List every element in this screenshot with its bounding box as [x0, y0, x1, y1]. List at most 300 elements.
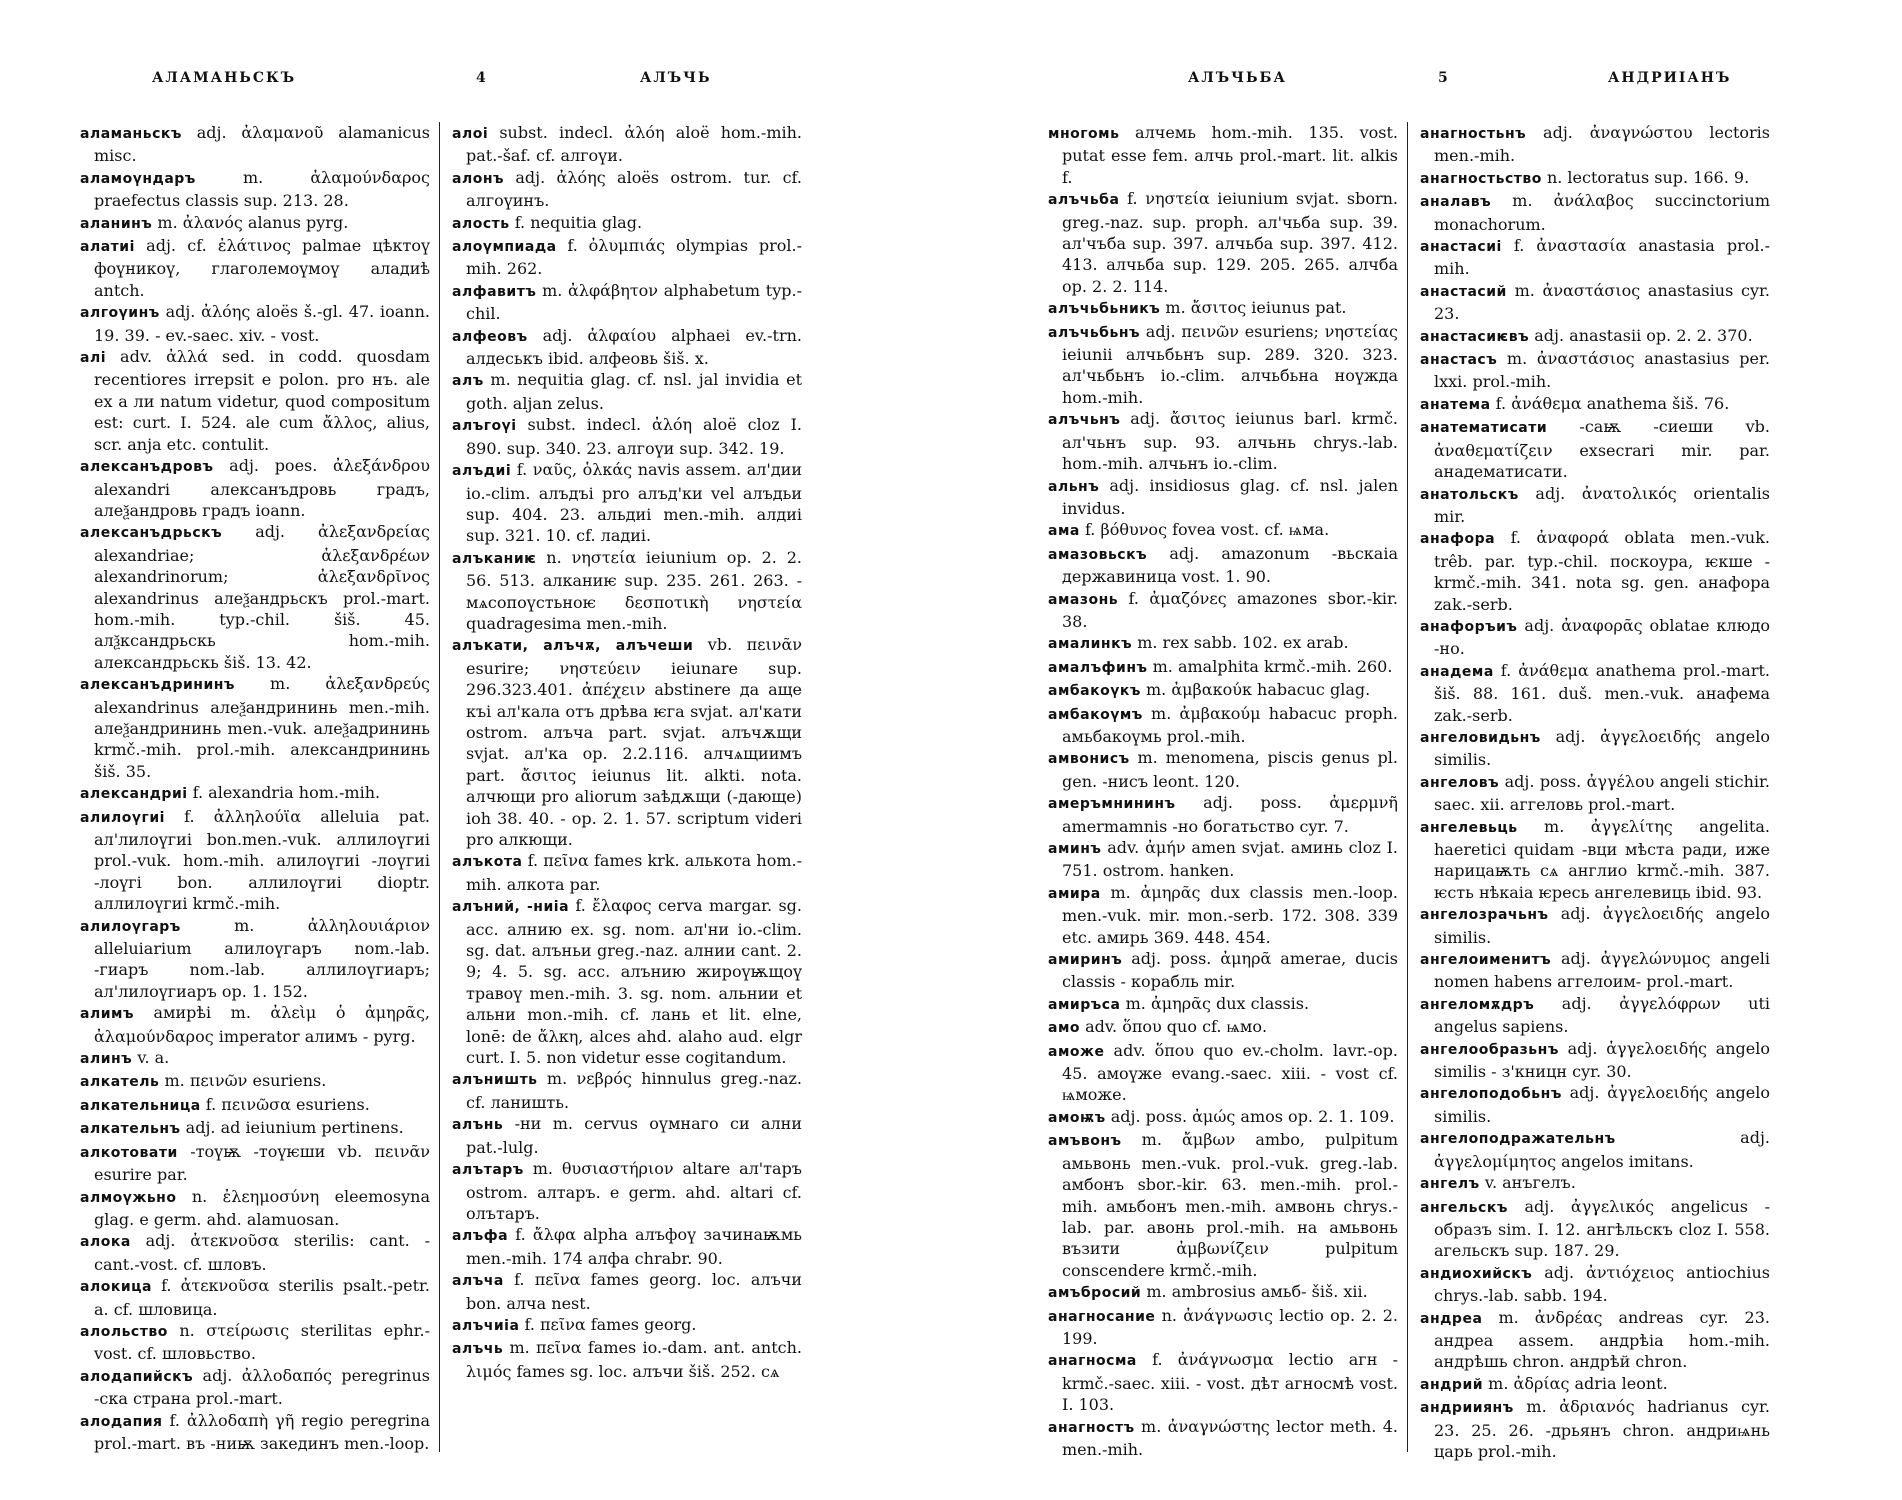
dictionary-entry	[1420, 1082, 1770, 1127]
entry-definition: m. πεῖνα fames io.-dam. ant. antch. λιμός fames sg. loc. алъчи šiš. 252. сѧ	[466, 1338, 802, 1381]
entry-headword: ангеловидьнъ	[1420, 729, 1541, 746]
entry-headword: анастасиѥвъ	[1420, 328, 1530, 345]
entry-headword: алъчьнъ	[1048, 412, 1121, 429]
entry-headword: анагностьнъ	[1420, 126, 1527, 142]
dictionary-entry	[452, 547, 802, 635]
dictionary-entry	[1420, 948, 1770, 993]
entry-definition: m. ἀμηρᾶς dux classis.	[1125, 993, 1310, 1013]
entry-headword: алъдиі	[452, 463, 512, 480]
entry-headword: андрииянъ	[1420, 1400, 1514, 1417]
entry-headword: алъфа	[452, 1228, 509, 1245]
entry-definition: adj. ἀλαμανοῦ alamanicus misc.	[94, 123, 430, 166]
entry-definition: adj. poss. ἀμώς amos op. 2. 1. 109.	[1110, 1106, 1395, 1126]
entry-definition: adj. ἄσιτος ieiunus barl. krmč. ал'чьнъ sup. 93. алчьнь chrys.-lab. hom.-mih. алчьнъ io.-clim.	[1062, 409, 1399, 474]
entry-definition: f. πεινῶσα esuriens.	[205, 1094, 370, 1114]
dictionary-entry	[452, 167, 802, 212]
entry-definition: vb. πεινᾶν esurire; νηστεύειν ieiunare sup. 296.323.401. ἀπέχειν abstinere да аще къі ал'кала отъ дрѣва ѥга svjat. ал'кати ostrom. алъча part. svjat. алъчѫщи svjat. ал'ка op. 2.2.116. алчѧщиимъ part. ἄσιτος ieiunus lit. alkti. nota. алчющи pro aliorum заѣдѫщи (-дающе) ioh 38. 40. - op. 2. 1. 57. scriptum videri pro алкющи.	[466, 635, 803, 849]
entry-definition: m. ἀναγνώστης lector meth. 4. men.-mih.	[1062, 1416, 1398, 1459]
entry-definition: m. ἀδριανός hadrianus cyr. 23. 25. 26. -дрьянъ chron. андриѩнь царь prol.-mih.	[1434, 1397, 1770, 1461]
entry-definition: m. nequitia glag. cf. nsl. jal invidia et goth. aljan zelus.	[466, 370, 803, 413]
entry-headword: амбакоүмъ	[1048, 706, 1143, 723]
dictionary-entry	[1048, 747, 1398, 792]
entry-headword: амо	[1048, 1020, 1081, 1037]
entry-headword: аламаньскъ	[80, 126, 182, 142]
dictionary-entry	[80, 1117, 430, 1140]
entry-headword: алъкота	[452, 854, 523, 871]
dictionary-entry	[1048, 703, 1398, 748]
entry-headword: алъкати, алъчѫ, алъчеши	[452, 638, 694, 655]
entry-definition: -ни m. cervus оүмнаго си ални pat.-lulg.	[466, 1114, 802, 1157]
entry-headword: ангеловъ	[1420, 774, 1500, 791]
entry-definition: m. ἀγγελίτης angelita. haeretici quidam -вци мѣста ради, иже нарицаѭть сѧ англио krmč.-mih. 387. ѥсть нѣкаіа ѥресь ангелевиць ibid. 93.	[1434, 816, 1770, 902]
entry-definition: n. lectoratus sup. 166. 9.	[1546, 167, 1750, 187]
dictionary-entry	[1048, 475, 1398, 520]
dictionary-entry	[452, 1314, 802, 1337]
entry-definition: f. alexandria hom.-mih.	[192, 783, 381, 803]
dictionary-entry	[452, 414, 802, 459]
entry-definition: m. ambrosius амьб- šiš. xii.	[1146, 1282, 1368, 1302]
dictionary-entry	[1048, 1281, 1398, 1304]
entry-headword: алонъ	[452, 170, 505, 187]
entry-definition: m. θυσιαστήριον altare ал'таръ ostrom. алтаръ. e germ. ahd. altari cf. олътаръ.	[466, 1159, 802, 1223]
entry-definition: adv. ἀλλά sed. in codd. quosdam recentiores irrepsit e polon. pro нъ. ale ex а ли natum videtur, quod compositum est: curt. I. 524. ale cum ἄλλος, alius, scr. anja etc. contulit.	[94, 347, 430, 454]
dictionary-entry	[452, 122, 802, 167]
dictionary-entry	[452, 850, 802, 895]
dictionary-entry	[1048, 993, 1398, 1016]
entry-definition: adj. ἀγγελώνυμος angeli nomen habens аггелоим- prol.-mart.	[1434, 949, 1771, 992]
entry-definition: n. ἐλεημοσύνη eleemosyna glag. e germ. ahd. alamuosan.	[94, 1186, 430, 1229]
dictionary-entry	[452, 1068, 802, 1113]
entry-definition: f. ἀμαζόνες amazones sbor.-kir. 38.	[1062, 588, 1398, 631]
entry-definition: m. ἀλφάβητον alphabetum typ.-chil.	[466, 280, 803, 324]
entry-headword: анадема	[1420, 663, 1494, 680]
entry-headword: андиохийскъ	[1420, 1265, 1533, 1282]
entry-headword: алексанъдрьскъ	[80, 525, 223, 542]
entry-headword: алость	[452, 215, 510, 232]
dictionary-entry	[1048, 948, 1398, 993]
entry-definition: m. ἀλαμούνδαρος praefectus classis sup. 213. 28.	[94, 167, 430, 211]
entry-headword: анагностьство	[1420, 170, 1542, 187]
dictionary-entry	[80, 167, 430, 212]
entry-headword: ангелоподражательнъ	[1420, 1131, 1616, 1148]
dictionary-entry	[1420, 1038, 1770, 1083]
dictionary-entry	[1420, 1127, 1770, 1172]
dictionary-entry	[80, 1141, 430, 1186]
dictionary-entry	[452, 212, 802, 235]
entry-definition: f. ἀνάγνωσμα lectio агн - krmč.-saec. xiii. - vost. дѣт агносмѣ vost. I. 103.	[1062, 1350, 1398, 1415]
entry-definition: adj. poss. ἀμηρᾶ amerae, ducis classis - корабль mir.	[1062, 949, 1399, 992]
entry-definition: m. ἀμηρᾶς dux classis men.-loop. men.-vuk. mir. mon.-serb. 172. 308. 339 etc. амирь 369. 448. 454.	[1062, 882, 1398, 947]
entry-definition: subst. indecl. ἀλόη aloë cloz I. 890. sup. 340. 23. алгоүи sup. 342. 19.	[466, 415, 802, 458]
entry-headword: алатиі	[80, 239, 135, 256]
entry-headword: анастасий	[1420, 283, 1507, 300]
left-page	[80, 70, 803, 1470]
entry-definition: adv. ὅπου quo ev.-cholm. lavr.-op. 45. амоүже evang.-saec. xiii. - vost cf. ѩможе.	[1062, 1040, 1398, 1105]
entry-definition: adj. ἀλόης aloës š.-gl. 47. ioann. 19. 39. - ev.-saec. xiv. - vost.	[94, 302, 430, 345]
entry-definition: adj. cf. ἐλάτινος palmae цѣктоү фоүникоү, глаголемоүмоү аладиѣ antch.	[94, 236, 430, 300]
dictionary-entry	[1048, 632, 1398, 655]
dictionary-entry	[1420, 393, 1770, 416]
dictionary-entry	[1048, 1040, 1398, 1106]
dictionary-entry	[1420, 416, 1770, 482]
entry-headword: аминъ	[1048, 841, 1102, 857]
dictionary-entry	[1420, 235, 1770, 280]
dictionary-entry	[1048, 882, 1398, 948]
dictionary-entry	[1420, 527, 1770, 615]
dictionary-entry	[1420, 1307, 1770, 1373]
entry-definition: n. νηστεία ieiunium op. 2. 2. 56. 513. алканиѥ sup. 235. 261. 263. - мѧсопоүстьноѥ δεσποτικὴ νηστεία quadragesima men.-mih.	[466, 547, 802, 633]
dictionary-entry	[80, 521, 430, 673]
entry-headword: алгоүинъ	[80, 305, 160, 322]
right-page-column-1	[1048, 122, 1398, 1460]
dictionary-entry	[1048, 1106, 1398, 1129]
entry-headword: ангелевьць	[1420, 819, 1518, 836]
entry-definition: adj. ἀγγελοειδής angelo similis.	[1434, 904, 1770, 947]
dictionary-entry	[80, 346, 430, 455]
left-running-head	[80, 70, 800, 100]
entry-definition: adj. anastasii op. 2. 2. 370.	[1534, 325, 1753, 345]
entry-headword: анагностъ	[1048, 1419, 1135, 1436]
entry-definition: n. ἀνάγνωσις lectio op. 2. 2. 199.	[1062, 1305, 1398, 1348]
entry-headword: альнъ	[1048, 478, 1100, 495]
dictionary-entry	[1048, 837, 1398, 882]
right-head-left: АЛЪЧЬБА	[1188, 70, 1287, 86]
entry-definition: adj. ἀγγελοειδής angelo similis - з'кницн cyr. 30.	[1434, 1038, 1770, 1082]
dictionary-entry	[1048, 1349, 1398, 1415]
dictionary-entry	[80, 1070, 430, 1093]
entry-definition: adj. ἀλλοδαπός peregrinus -ска страна prol.-mart.	[94, 1365, 430, 1409]
entry-headword: амъбросий	[1048, 1285, 1142, 1302]
entry-headword: алодапия	[80, 1413, 163, 1430]
entry-definition: алчемь hom.-mih. 135. vost. putat esse fem. алчь prol.-mart. lit. alkis f.	[1062, 123, 1398, 187]
entry-headword: амиръса	[1048, 996, 1121, 1013]
entry-headword: алмоүжьно	[80, 1189, 177, 1206]
entry-headword: алимъ	[80, 1006, 134, 1023]
dictionary-entry	[1420, 1262, 1770, 1307]
entry-headword: ангелозрачьнъ	[1420, 907, 1549, 924]
dictionary-entry	[80, 1320, 430, 1365]
entry-definition: adv. ὅπου quo cf. ѩмо.	[1085, 1017, 1268, 1037]
entry-definition: f. πεῖνα fames georg. loc. алъчи bon. алча nest.	[466, 1270, 803, 1313]
entry-definition: m. menomena, piscis genus pl. gen. -нисъ leont. 120.	[1062, 748, 1398, 791]
dictionary-entry	[452, 1337, 802, 1382]
dictionary-entry	[1048, 519, 1398, 542]
entry-definition: subst. indecl. ἀλόη aloë hom.-mih. pat.-šaf. cf. алгоүи.	[466, 123, 803, 166]
entry-definition: m. rex sabb. 102. ex arab.	[1137, 633, 1349, 653]
left-head-right: АЛЪЧЬ	[640, 70, 712, 86]
entry-definition: adj. ἀγγελικός angelicus - образъ sim. I. 12. ангѣльскъ cloz I. 558. агельскъ sup. 187. 29.	[1434, 1196, 1770, 1261]
entry-headword: александриі	[80, 786, 188, 803]
entry-definition: adj. ἀτεκνοῦσα sterilis: cant. - cant.-vost. cf. шловъ.	[94, 1231, 430, 1274]
dictionary-entry	[452, 1224, 802, 1269]
dictionary-entry	[80, 1275, 430, 1320]
left-page-column-2	[452, 122, 802, 1382]
entry-definition: m. ἀμβακούμ habacuc proph. амьбакоүмь prol.-mih.	[1062, 703, 1398, 746]
entry-headword: алъчь	[452, 1341, 504, 1358]
entry-headword: амазовьскъ	[1048, 546, 1148, 563]
entry-headword: ангелъ	[1420, 1176, 1480, 1193]
entry-definition: n. στείρωσις sterilitas ephr.-vost. cf. шловьство.	[94, 1320, 431, 1364]
dictionary-entry	[80, 212, 430, 235]
dictionary-entry	[1420, 993, 1770, 1038]
entry-definition: m. πεινῶν esuriens.	[164, 1071, 327, 1091]
entry-definition: m. ἀλανός alanus pyrg.	[157, 212, 349, 232]
entry-definition: adj. πεινῶν esuriens; νηστείας ieiunii алчьбьнъ sup. 289. 320. 323. ал'чьбьнъ io.-clim. алчьбьна ноүжда hom.-mih.	[1062, 321, 1398, 407]
dictionary-entry	[452, 1113, 802, 1158]
entry-headword: алилоүгаръ	[80, 918, 181, 935]
entry-headword: алфавитъ	[452, 283, 537, 300]
dictionary-entry	[80, 1094, 430, 1117]
right-running-head	[1048, 70, 1788, 100]
dictionary-entry	[80, 301, 430, 346]
entry-headword: ангелоподобьнъ	[1420, 1086, 1562, 1103]
entry-headword: алъништь	[452, 1072, 538, 1089]
entry-definition: f. nequitia glag.	[514, 212, 643, 232]
dictionary-entry	[1048, 188, 1398, 297]
dictionary-entry	[80, 673, 430, 782]
entry-definition: adj. ἀνατολικός orientalis mir.	[1434, 483, 1770, 526]
dictionary-entry	[1420, 167, 1770, 190]
entry-headword: анагносма	[1048, 1353, 1137, 1370]
column-divider	[439, 122, 440, 1452]
entry-headword: амоѭъ	[1048, 1109, 1106, 1126]
entry-definition: f. ἀλληλούϊα alleluia pat. ал'лилоүгиі bon.men.-vuk. аллилоүгиі prol.-vuk. hom.-mih. алилоүгиі -лоүгиі -лоүгі bon. аллилоүгиі dioptr. аллилоүгиі krmč.-mih.	[94, 806, 430, 914]
entry-headword: алъчьбьнъ	[1048, 324, 1141, 341]
entry-definition: m. νεβρός hinnulus greg.-naz. cf. ланишть.	[466, 1069, 802, 1112]
entry-definition: adj. ad ieiunium pertinens.	[185, 1118, 404, 1138]
entry-headword: амбакоүкъ	[1048, 683, 1141, 700]
entry-headword: анагносание	[1048, 1308, 1156, 1325]
entry-definition: v. анъгелъ.	[1484, 1173, 1576, 1193]
entry-headword: алъчьбьникъ	[1048, 301, 1161, 318]
dictionary-entry	[1420, 1172, 1770, 1195]
dictionary-entry	[80, 782, 430, 805]
entry-headword: ангельскъ	[1420, 1199, 1508, 1216]
entry-definition: adj. ἀλεξανδρείας alexandriae; ἀλεξανδρέων alexandrinorum; ἀλεξανδρῖνος alexandrinus алеѯандрьскъ prol.-mart. hom.-mih. typ.-chil. šiš. 45. алѯксандрьскь hom.-mih. александрьскь šiš. 13. 42.	[94, 522, 430, 672]
dictionary-entry	[80, 1186, 430, 1231]
entry-headword: алъчиіа	[452, 1317, 520, 1334]
dictionary-entry	[1048, 321, 1398, 409]
entry-definition: -тоүѭ -тоүѥши vb. πεινᾶν esurire par.	[94, 1141, 430, 1185]
dictionary-entry	[1048, 543, 1398, 588]
entry-headword: ангелообразьнъ	[1420, 1041, 1559, 1058]
dictionary-entry	[80, 1230, 430, 1275]
entry-definition: f. ἀτεκνοῦσα sterilis psalt.-petr. a. cf. шловица.	[94, 1276, 430, 1319]
entry-headword: алинъ	[80, 1051, 133, 1068]
entry-definition: adj. poss. ἀγγέλου angeli stichir. saec. xii. аггеловь prol.-mart.	[1434, 771, 1770, 815]
entry-headword: алі	[80, 350, 106, 367]
entry-definition: adj. ἀγγελομίμητος angelos imitans.	[1434, 1128, 1770, 1171]
entry-headword: алольство	[80, 1323, 168, 1340]
entry-headword: алъ	[452, 373, 484, 390]
dictionary-entry	[80, 1410, 430, 1455]
entry-headword: амалъфинъ	[1048, 659, 1148, 676]
entry-definition: f. ἀναστασία anastasia prol.-mih.	[1434, 236, 1770, 279]
dictionary-entry	[452, 895, 802, 1068]
dictionary-entry	[80, 235, 430, 301]
dictionary-entry	[1420, 903, 1770, 948]
entry-definition: f. πεῖνα fames georg.	[524, 1314, 697, 1334]
entry-headword: амеръмнининъ	[1048, 796, 1176, 813]
dictionary-entry	[452, 1269, 802, 1314]
dictionary-entry	[1048, 297, 1398, 320]
entry-definition: m. ἀμβακούκ habacuc glag.	[1145, 680, 1371, 700]
dictionary-entry	[1420, 325, 1770, 348]
entry-headword: аланинъ	[80, 215, 153, 232]
entry-definition: adj. ἀναγνώστου lectoris men.-mih.	[1434, 123, 1771, 166]
entry-headword: алексанъдрининъ	[80, 677, 235, 694]
dictionary-entry	[80, 1002, 430, 1047]
dictionary-entry	[452, 459, 802, 547]
entry-definition: f. ὀλυμπιάς olympias prol.-mih. 262.	[466, 236, 802, 279]
dictionary-entry	[452, 235, 802, 280]
entry-headword: анастасъ	[1420, 352, 1498, 369]
dictionary-entry	[1420, 190, 1770, 235]
entry-definition: adj. ἀλφαίου alphaei ev.-trn. алдеськъ ibid. алфеовь šiš. x.	[466, 325, 802, 369]
entry-headword: анатольскъ	[1420, 486, 1519, 503]
entry-definition: f. ἀλλοδαπὴ γῆ regio peregrina prol.-mart. въ -ниѭ закединъ men.-loop.	[94, 1410, 430, 1453]
entry-headword: алфеовъ	[452, 328, 528, 345]
entry-definition: f. βόθυνος fovea vost. cf. ѩма.	[1084, 520, 1330, 540]
dictionary-entry	[452, 1158, 802, 1224]
entry-headword: амъвонъ	[1048, 1133, 1122, 1150]
left-page-number: 4	[476, 70, 488, 86]
entry-headword: андреа	[1420, 1310, 1483, 1327]
entry-headword: андрий	[1420, 1376, 1484, 1393]
dictionary-entry	[1420, 615, 1770, 660]
entry-headword: амазонь	[1048, 591, 1119, 608]
entry-definition: adj. ἀγγελοειδής angelo similis.	[1434, 1083, 1770, 1126]
entry-headword: алъний, -ниіа	[452, 899, 570, 916]
entry-definition: v. а.	[137, 1048, 170, 1068]
entry-definition: амирѣі m. ἀλεὶμ ὁ ἀμηρᾶς, ἀλαμούνδαρος imperator алимъ - pyrg.	[94, 1003, 431, 1046]
entry-definition: f. ἄλφα alpha алъфоү зачинаѭмь men.-mih. 174 алфа chrabr. 90.	[466, 1225, 802, 1268]
entry-headword: амира	[1048, 885, 1101, 902]
entry-definition: adj. poss. ἀμερμνῆ amermamnis -но богатьство cyr. 7.	[1062, 793, 1398, 836]
entry-headword: амалинкъ	[1048, 636, 1133, 653]
entry-headword: алоі	[452, 126, 489, 142]
entry-headword: многомь	[1048, 126, 1120, 142]
entry-definition: f. ἀνάθεμα anathema prol.-mart. šiš. 88. 161. duš. men.-vuk. анафема zak.-serb.	[1434, 660, 1770, 725]
dictionary-entry	[1420, 1196, 1770, 1262]
entry-headword: амиринъ	[1048, 952, 1123, 969]
dictionary-entry	[1420, 1373, 1770, 1396]
entry-definition: adj. ἀγγελόφρων uti angelus sapiens.	[1434, 993, 1770, 1037]
entry-headword: амвонисъ	[1048, 751, 1130, 768]
entry-headword: ангелоименитъ	[1420, 952, 1552, 969]
dictionary-entry	[452, 325, 802, 370]
entry-headword: алъканиѥ	[452, 550, 537, 567]
entry-headword: ама	[1048, 523, 1080, 540]
dictionary-entry	[80, 1365, 430, 1410]
entry-definition: m. ἀναστάσιος anastasius cyr. 23.	[1434, 280, 1770, 324]
dictionary-entry	[1420, 483, 1770, 528]
dictionary-entry	[1420, 660, 1770, 726]
entry-headword: алкатель	[80, 1074, 160, 1091]
dictionary-entry	[1420, 726, 1770, 771]
entry-definition: m. ἄμβων ambo, pulpitum амьвонь men.-vuk. prol.-vuk. greg.-lab. амбонъ sbor.-kir. 63. men.-mih. prol.-mih. амьбонъ men.-mih. амвонь chrys.-lab. par. авонь prol.-mih. на амьвонь възити ἀμβωνίζειν pulpitum conscendere krmč.-mih.	[1062, 1130, 1398, 1280]
left-page-column-1	[80, 122, 430, 1454]
entry-headword: аможе	[1048, 1043, 1105, 1060]
entry-headword: алокица	[80, 1279, 152, 1296]
entry-definition: m. ἀναστάσιος anastasius per. lxxi. prol.-mih.	[1434, 349, 1770, 392]
dictionary-entry	[1420, 280, 1770, 325]
dictionary-entry	[1048, 1129, 1398, 1281]
entry-definition: adj. amazonum -вьскаіа державиница vost. 1. 90.	[1062, 543, 1399, 587]
right-page-number: 5	[1438, 70, 1450, 86]
dictionary-entry	[80, 915, 430, 1003]
entry-definition: adj. ἀγγελοειδής angelo similis.	[1434, 726, 1770, 770]
dictionary-entry	[1048, 408, 1398, 474]
entry-definition: f. ἀναφορά oblata men.-vuk. trêb. par. typ.-chil. поскоура, ѥкше - krmč.-mih. 341. nota sg. gen. анафора zak.-serb.	[1434, 528, 1770, 614]
entry-headword: алъгоүі	[452, 418, 517, 435]
entry-headword: алкательнъ	[80, 1121, 181, 1138]
dictionary-entry	[1420, 348, 1770, 393]
dictionary-entry	[1048, 1305, 1398, 1350]
entry-definition: f. ἔλαφος cerva margar. sg. acc. алнию ex. sg. nom. ал'ни io.-clim. sg. dat. алъньи greg.-naz. алнии cant. 2. 9; 4. 5. sg. acc. алънию жироүѭщоү травоү men.-mih. 3. sg. nom. альнии et альни mon.-mih. cf. лань et lit. elne, lonē: de ἄλκη, alces ahd. alaho aud. elgr curt. I. 5. non videtur esse cogitandum.	[466, 896, 802, 1068]
dictionary-entry	[452, 634, 802, 850]
entry-definition: f. νηστεία ieiunium svjat. sborn. greg.-naz. sup. proph. ал'чьба sup. 39. ал'чъба sup. 397. алчьба sup. 397. 412. 413. алчьба sup. 129. 205. 265. алчба op. 2. 2. 114.	[1062, 189, 1399, 296]
entry-definition: m. ἀδρίας adria leont.	[1488, 1373, 1668, 1393]
right-head-right: АНДРИІАНЪ	[1608, 70, 1732, 86]
entry-headword: алъчьба	[1048, 192, 1120, 209]
entry-definition: -саѭ -сиеши vb. ἀναθεματίζειν exsecrari mir. par. анадематисати.	[1434, 417, 1770, 482]
entry-headword: алилоүгиі	[80, 809, 165, 826]
entry-definition: adj. poes. ἀλεξάνδρου alexandri алексанъдровь градъ, алеѯандровь градъ ioann.	[94, 456, 430, 520]
dictionary-entry	[80, 455, 430, 521]
entry-definition: m. ἀνάλαβος succinctorium monachorum.	[1434, 191, 1770, 234]
entry-definition: m. ἀλληλουιάριον alleluiarium алилоүгаръ nom.-lab. -гиаръ nom.-lab. аллилоүгиаръ; ал'лилоүгиаръ op. 1. 152.	[94, 915, 430, 1001]
dictionary-entry	[1048, 588, 1398, 633]
entry-definition: f. ναῦς, ὁλκάς navis assem. ал'дии io.-clim. алъдъі pro алъд'ки vel алъдьи sup. 404. 23. альдиі men.-mih. алдиі sup. 321. 10. cf. ладиі.	[466, 460, 803, 546]
entry-definition: adv. ἀμήν amen svjat. аминь cloz I. 751. ostrom. hanken.	[1062, 838, 1398, 881]
dictionary-entry	[1048, 792, 1398, 837]
dictionary-entry	[1048, 122, 1398, 188]
dictionary-entry	[452, 369, 802, 414]
entry-headword: алъча	[452, 1273, 504, 1290]
dictionary-entry	[1420, 771, 1770, 816]
entry-headword: анатема	[1420, 396, 1491, 413]
entry-headword: аналавъ	[1420, 194, 1492, 211]
dictionary-entry	[452, 280, 802, 325]
entry-definition: m. ἀλεξανδρεύς alexandrinus алеѯандрининь men.-mih. алеѯандрининь men.-vuk. алеѯадрининь krmč.-mih. prol.-mih. александрининь šiš. 35.	[94, 674, 430, 781]
entry-headword: анафоръиъ	[1420, 618, 1518, 635]
dictionary-entry	[1420, 122, 1770, 167]
entry-headword: алодапийскъ	[80, 1368, 194, 1385]
entry-headword: алътаръ	[452, 1162, 524, 1179]
entry-definition: adj. ἀλόης aloës ostrom. tur. cf. алгоүинъ.	[466, 167, 802, 211]
dictionary-entry	[1048, 656, 1398, 679]
entry-definition: m. amalphita krmč.-mih. 260.	[1152, 656, 1393, 676]
entry-headword: анатематисати	[1420, 420, 1548, 437]
entry-headword: анастасиі	[1420, 239, 1502, 256]
right-page	[1048, 70, 1788, 1470]
entry-definition: adj. ἀναφορᾶς oblatae клюдо -но.	[1434, 615, 1770, 659]
entry-headword: алока	[80, 1234, 131, 1251]
entry-definition: m. ἀνδρέας andreas cyr. 23. андреа assem. андрѣіа hom.-mih. андрѣшь chron. андрѣй chron.	[1434, 1307, 1770, 1372]
entry-headword: ангеломѫдръ	[1420, 996, 1535, 1013]
entry-headword: алкательница	[80, 1097, 201, 1114]
entry-definition: f. ἀνάθεμα anathema šiš. 76.	[1495, 393, 1730, 413]
entry-headword: алоүмпиада	[452, 239, 557, 256]
dictionary-entry	[1048, 679, 1398, 702]
entry-definition: adj. ἀντιόχειος antiochius chrys.-lab. sabb. 194.	[1434, 1262, 1771, 1306]
dictionary-entry	[80, 1047, 430, 1070]
entry-headword: анафора	[1420, 531, 1496, 548]
dictionary-entry	[80, 122, 430, 167]
entry-definition: f. πεῖνα fames krk. алькота hom.-mih. алкота par.	[466, 851, 803, 894]
entry-headword: алкотовати	[80, 1144, 178, 1161]
